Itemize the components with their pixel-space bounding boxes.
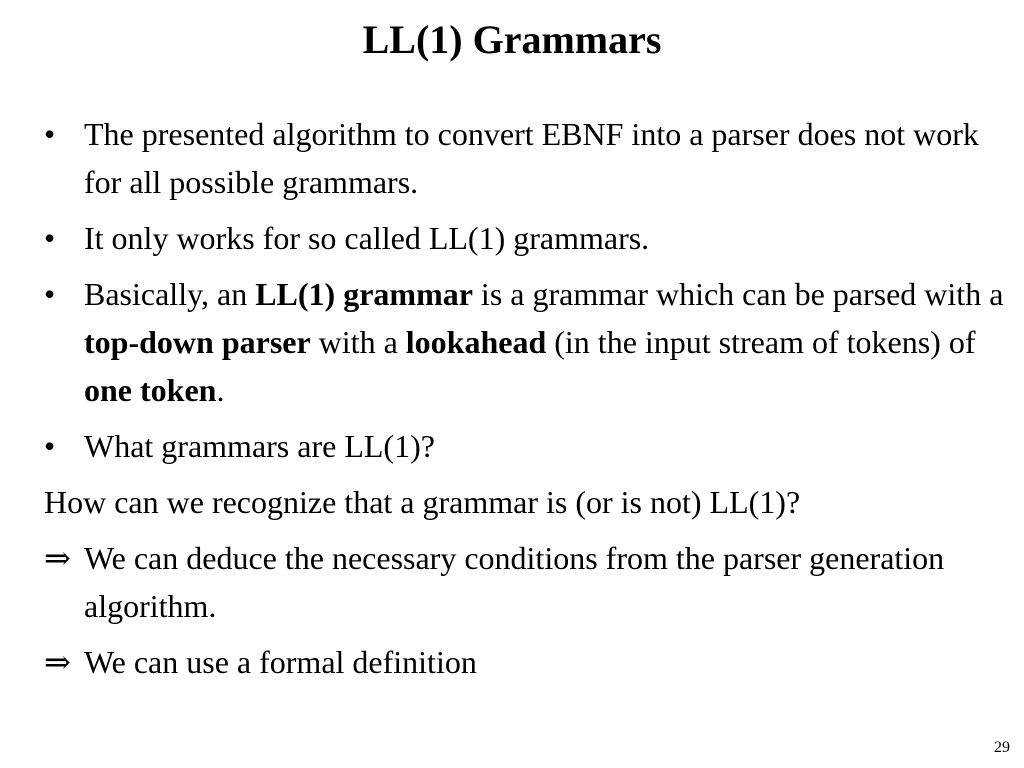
bullet-marker: • (44, 116, 56, 152)
implies-arrow-icon: ⇒ (44, 644, 71, 680)
page-number: 29 (994, 739, 1010, 756)
bold-term-top-down-parser: top-down parser (84, 324, 311, 360)
implication-item (44, 534, 1004, 630)
text-run: (in the input stream of tokens) of (546, 324, 976, 360)
bullet-marker: • (44, 428, 56, 464)
bullet-text (84, 276, 1003, 408)
slide-body (44, 110, 1004, 694)
slide-title: LL(1) Grammars (362, 17, 662, 62)
bullet-item-ll1-definition (44, 270, 1004, 414)
bullet-marker: • (44, 276, 56, 312)
question-line: How can we recognize that a grammar is (or is not) LL(1)? (44, 484, 801, 520)
bullet-text: What grammars are LL(1)? (84, 428, 435, 464)
text-run: is a grammar which can be parsed with a (472, 276, 1004, 312)
bold-term-ll1-grammar: LL(1) grammar (255, 276, 473, 312)
implication-text: We can use a formal definition (84, 644, 477, 680)
implies-arrow-icon: ⇒ (44, 540, 71, 576)
bold-term-one-token: one token (84, 372, 217, 408)
bullet-item (44, 110, 1004, 206)
bullet-text: The presented algorithm to convert EBNF into a parser does not work for all possible grammars. (84, 116, 979, 200)
bullet-item (44, 214, 1004, 262)
text-run: with a (310, 324, 406, 360)
bullet-text: It only works for so called LL(1) grammars. (84, 220, 650, 256)
implication-item (44, 638, 1004, 686)
implication-text: We can deduce the necessary conditions from the parser generation algorithm. (84, 540, 945, 624)
text-run: Basically, an (84, 276, 256, 312)
bullet-item (44, 422, 1004, 470)
bullet-marker: • (44, 220, 56, 256)
bold-term-lookahead: lookahead (405, 324, 547, 360)
text-run: . (216, 372, 225, 408)
